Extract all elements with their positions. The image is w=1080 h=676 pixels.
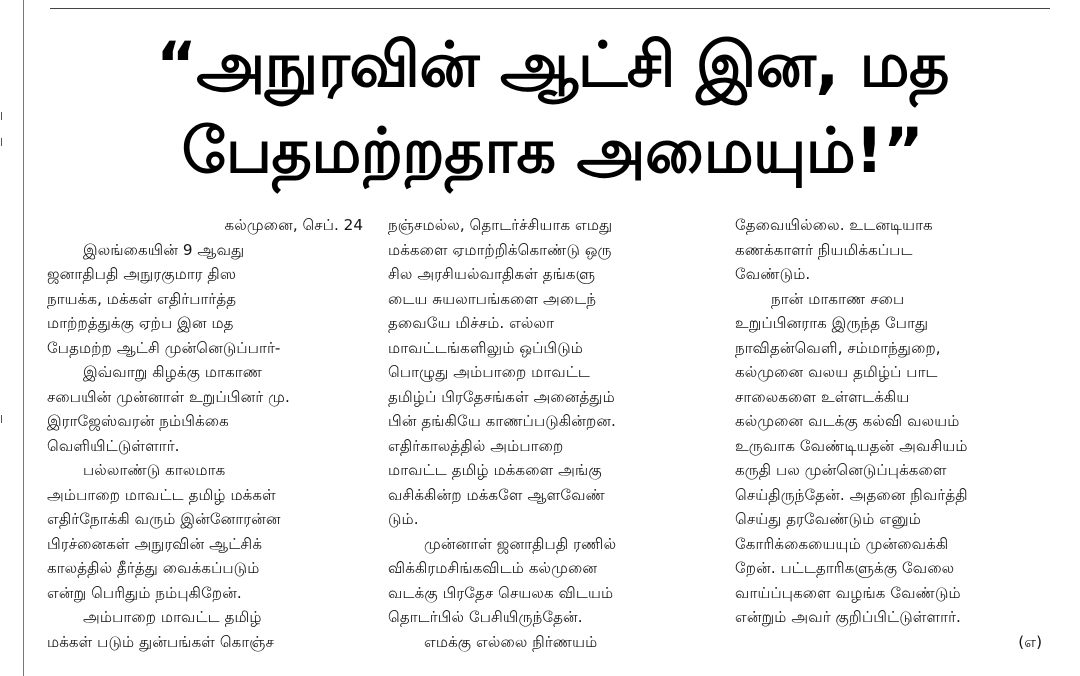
article-column-3 <box>735 213 1055 630</box>
text-line: டைய சுயலாபங்களை அடைந் <box>388 289 597 308</box>
text-line: பிரச்னைகள் அநுரவின் ஆட்சிக் <box>47 534 263 553</box>
text-line: சாலைகளை உள்ளடக்கிய <box>735 387 910 406</box>
text-line: என்றும் அவர் குறிப்பிட்டுள்ளார். <box>735 608 961 626</box>
text-line: பல்லாண்டு காலமாக <box>83 461 226 479</box>
article-column-2 <box>388 213 708 654</box>
margin-mark <box>1 138 8 146</box>
text-line: இலங்கையின் 9 ஆவது <box>83 240 245 259</box>
text-line: சபையின் முன்னாள் உறுப்பினர் மு. <box>47 387 290 406</box>
text-line: மாவட்ட தமிழ் மக்களை அங்கு <box>388 461 602 479</box>
text-line: எதிர்காலத்தில் அம்பாறை <box>388 436 564 455</box>
text-line: நாயக்க, மக்கள் எதிர்பார்த்த <box>47 289 237 308</box>
text-line: வேண்டும். <box>735 265 811 283</box>
text-line: நஞ்சமல்ல, தொடர்ச்சியாக எமது <box>388 216 613 234</box>
text-line: காலத்தில் தீர்த்து வைக்கப்படும் <box>47 559 260 577</box>
text-line: தவையே மிச்சம். எல்லா <box>388 314 555 332</box>
text-line: என்று பெரிதும் நம்புகிறேன். <box>47 583 242 602</box>
article-headline <box>40 22 1065 194</box>
text-line: நான் மாகாண சபை <box>771 289 905 308</box>
headline-line-2: பேதமற்றதாக அமையும்!” <box>181 114 924 187</box>
text-line: பொழுது அம்பாறை மாவட்ட <box>388 363 591 381</box>
text-line: அம்பாறை மாவட்ட தமிழ் <box>83 608 262 626</box>
text-line: மாவட்டங்களிலும் ஒப்பிடும் <box>388 338 584 357</box>
text-line: தொடர்பில் பேசியிருந்தேன். <box>388 608 583 626</box>
text-line: செய்திருந்தேன். அதனை நிவர்த்தி <box>735 485 968 504</box>
dateline: கல்முனை, செப். 24 <box>224 216 363 234</box>
text-line: பேதமற்ற ஆட்சி முன்னெடுப்பார்- <box>47 338 281 357</box>
text-line: இராஜேஸ்வரன் நம்பிக்கை <box>47 412 229 430</box>
text-line: தமிழ்ப் பிரதேசங்கள் அனைத்தும் <box>388 387 615 406</box>
text-line: வெளியிட்டுள்ளார். <box>47 436 180 455</box>
text-line: அம்பாறை மாவட்ட தமிழ் மக்கள் <box>47 485 276 504</box>
text-line: ஜனாதிபதி அநுரகுமார திஸ <box>47 265 237 283</box>
article-column-1 <box>47 213 367 654</box>
margin-mark <box>1 112 8 120</box>
text-line: இவ்வாறு கிழக்கு மாகாண <box>83 363 263 381</box>
text-line: கல்முனை வடக்கு கல்வி வலயம் <box>735 412 960 430</box>
text-line: மக்கள் படும் துன்பங்கள் கொஞ்ச <box>47 632 275 651</box>
reporter-initial: (எ) <box>1018 633 1042 651</box>
text-line: கருதி பல முன்னெடுப்புக்களை <box>735 461 947 479</box>
text-line: வடக்கு பிரதேச செயலக விடயம் <box>388 583 614 602</box>
text-line: தேவையில்லை. உடனடியாக <box>735 216 933 234</box>
text-line: கோரிக்கையையும் முன்வைக்கி <box>735 534 949 553</box>
text-line: டும். <box>388 510 419 528</box>
text-line: மாற்றத்துக்கு ஏற்ப இன மத <box>47 314 234 332</box>
text-line: கணக்காளர் நியமிக்கப்பட <box>735 240 913 259</box>
margin-mark <box>1 415 8 423</box>
text-line: செய்து தரவேண்டும் எனும் <box>735 510 921 528</box>
headline-line-1: “அநுரவின் ஆட்சி இன, மத <box>156 28 949 101</box>
text-line: சில அரசியல்வாதிகள் தங்களு <box>388 265 596 283</box>
text-line: முன்னாள் ஜனாதிபதி ரணில் <box>424 534 617 553</box>
text-line: விக்கிரமசிங்கவிடம் கல்முனை <box>388 559 598 577</box>
text-line: உறுப்பினராக இருந்த போது <box>735 314 929 332</box>
text-line: எதிர்நோக்கி வரும் இன்னோரன்ன <box>47 510 281 528</box>
text-line: கல்முனை வலய தமிழ்ப் பாட <box>735 363 938 381</box>
text-line: உருவாக வேண்டியதன் அவசியம் <box>735 436 968 455</box>
text-line: வசிக்கின்ற மக்களே ஆளவேண் <box>388 485 606 504</box>
page-margin-rule <box>23 0 24 676</box>
text-line: வாய்ப்புகளை வழங்க வேண்டும் <box>735 583 961 602</box>
top-rule <box>50 8 1050 9</box>
text-line: றேன். பட்டதாரிகளுக்கு வேலை <box>735 559 955 577</box>
text-line: பின் தங்கியே காணப்படுகின்றன. <box>388 412 616 430</box>
text-line: மக்களை ஏமாற்றிக்கொண்டு ஒரு <box>388 240 612 259</box>
text-line: நாவிதன்வெளி, சம்மாந்துறை, <box>735 338 941 357</box>
text-line: எமக்கு எல்லை நிர்ணயம் <box>424 632 598 651</box>
